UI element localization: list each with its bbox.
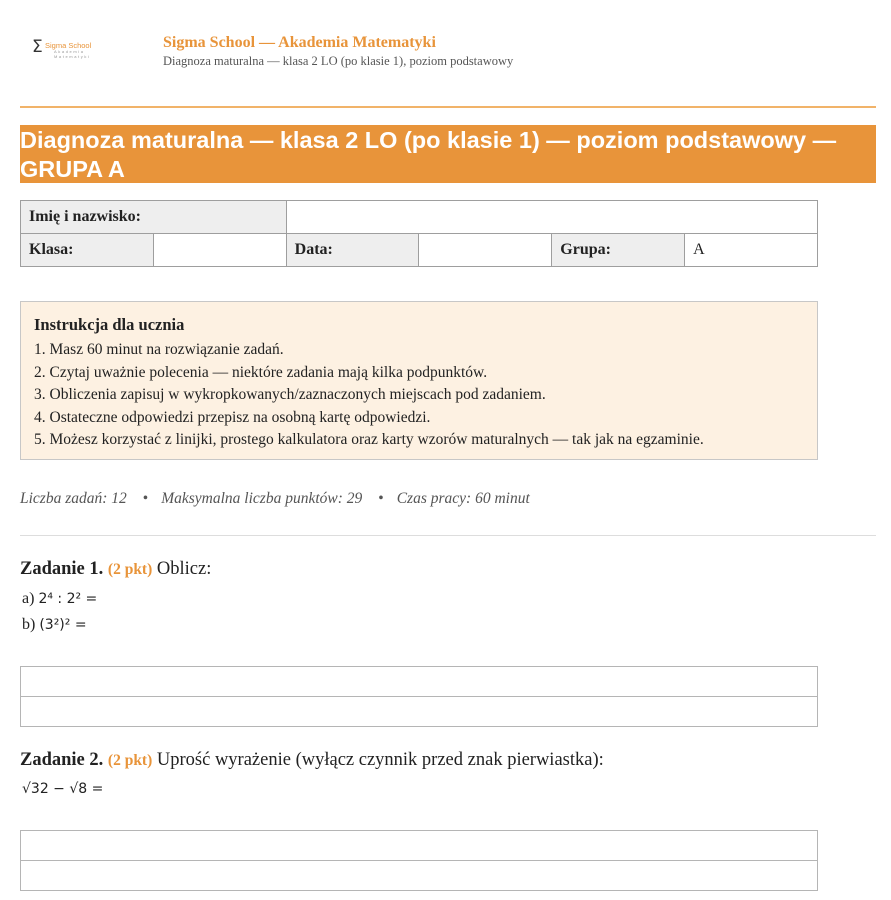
task-number: Zadanie 2. xyxy=(20,750,104,770)
answer-line[interactable] xyxy=(20,696,818,727)
separator: • xyxy=(142,490,149,507)
instruction-item: 5. Możesz korzystać z linijki, prostego kalkulatora oraz karty wzorów maturalnych — tak jak na egzaminie. xyxy=(34,431,704,449)
page-header xyxy=(0,0,891,108)
task-1 xyxy=(20,559,876,580)
separator: • xyxy=(378,490,384,507)
sigma-school-logo xyxy=(32,38,112,60)
task-count: Liczba zadań: 12 xyxy=(20,490,127,507)
group-value: A xyxy=(685,234,818,267)
task-question xyxy=(20,750,876,771)
task-expression: √32 − √8 = xyxy=(22,781,104,797)
instruction-item: 1. Masz 60 minut na rozwiązanie zadań. xyxy=(34,341,284,358)
instruction-item: 4. Ostateczne odpowiedzi przepisz na osobną kartę odpowiedzi. xyxy=(34,408,431,426)
instructions-list xyxy=(34,339,814,452)
task-text: Oblicz: xyxy=(156,559,212,579)
max-points: Maksymalna liczba punktów: 29 xyxy=(161,490,363,507)
subitem-label: b) xyxy=(22,616,36,633)
class-label: Klasa: xyxy=(21,234,154,267)
subitem-expression: 2⁴ : 2² = xyxy=(38,591,98,607)
name-label: Imię i nazwisko: xyxy=(21,201,287,234)
section-divider xyxy=(20,535,876,536)
page-title: Diagnoza maturalna — klasa 2 LO (po klasie 1) — poziom podstawowy — GRUPA A xyxy=(20,127,837,182)
task-subitem xyxy=(22,616,87,634)
title-banner xyxy=(20,125,876,183)
task-points: (2 pkt) xyxy=(107,561,153,578)
sigma-icon: Σ xyxy=(32,37,43,57)
instruction-item: 2. Czytaj uważnie polecenia — niektóre zadania mają kilka podpunktów. xyxy=(34,363,488,381)
answer-line[interactable] xyxy=(20,830,818,861)
task-subitem xyxy=(22,590,97,608)
instructions-heading: Instrukcja dla ucznia xyxy=(34,315,185,334)
class-field[interactable] xyxy=(153,234,286,267)
task-question xyxy=(20,559,876,580)
student-info-table xyxy=(20,200,818,267)
date-field[interactable] xyxy=(419,234,552,267)
task-points: (2 pkt) xyxy=(107,752,153,769)
name-field[interactable] xyxy=(286,201,817,234)
logo-subtitle: Akademia Matematyki xyxy=(54,49,91,59)
instruction-item: 3. Obliczenia zapisuj w wykropkowanych/zaznaczonych miejscach pod zadaniem. xyxy=(34,386,546,404)
subitem-expression: (3²)² = xyxy=(39,617,87,633)
logo-name: Sigma School xyxy=(45,41,92,50)
answer-line[interactable] xyxy=(20,666,818,697)
task-2 xyxy=(20,750,876,771)
time-limit: Czas pracy: 60 minut xyxy=(396,490,530,507)
header-divider xyxy=(20,106,876,108)
task-number: Zadanie 1. xyxy=(20,559,104,579)
exam-meta xyxy=(20,490,530,508)
subitem-label: a) xyxy=(22,590,35,607)
date-label: Data: xyxy=(286,234,419,267)
group-label: Grupa: xyxy=(552,234,685,267)
school-subtitle: Diagnoza maturalna — klasa 2 LO (po klasie 1), poziom podstawowy xyxy=(163,54,514,68)
task-text: Uprość wyrażenie (wyłącz czynnik przed znak pierwiastka): xyxy=(156,750,604,770)
task-expression-line xyxy=(22,780,103,798)
instructions-box xyxy=(20,301,818,460)
answer-line[interactable] xyxy=(20,860,818,891)
school-name: Sigma School — Akademia Matematyki xyxy=(163,34,436,51)
